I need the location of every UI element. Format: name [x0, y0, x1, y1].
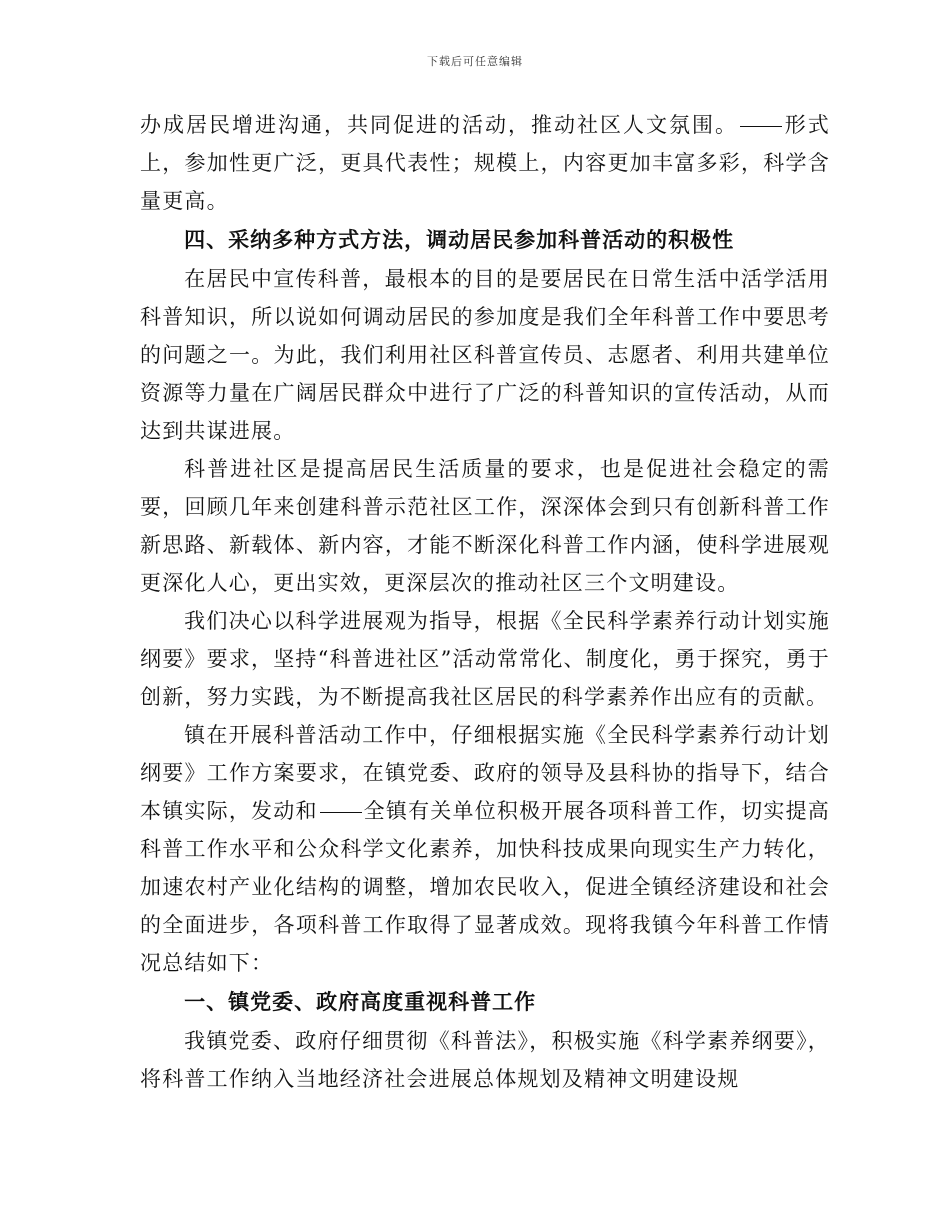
paragraph-6: 我镇党委、政府仔细贯彻《科普法》，积极实施《科学素养纲要》，将科普工作纳入当地经济社会进展总体规划及精神文明建设规	[140, 1029, 830, 1091]
paragraph-5-text-b: 全镇有关单位积极开展各项科普工作，切实提高科普工作水平和公众科学文化素养，加快科技成果向现实生产力转化，加速农村产业化结构的调整，增加农民收入，促进全镇经济建设和社会的全面进步，各项科普工作取得了显著成效。现将我镇今年科普工作情况总结如下：	[140, 799, 830, 975]
paragraph-1	[140, 106, 830, 220]
paragraph-2: 在居民中宣传科普，最根本的目的是要居民在日常生活中活学活用科普知识，所以说如何调动居民的参加度是我们全年科普工作中要思考的问题之一。为此，我们利用社区科普宣传员、志愿者、利用共建单位资源等力量在广阔居民群众中进行了广泛的科普知识的宣传活动，从而达到共谋进展。	[140, 267, 830, 443]
paragraph-1-text-b: 形式上，参加性更广泛，更具代表性；规模上，内容更加丰富多彩，科学含量更高。	[140, 113, 830, 213]
paragraph-3: 科普进社区是提高居民生活质量的要求，也是促进社会稳定的需要，回顾几年来创建科普示范社区工作，深深体会到只有创新科普工作新思路、新载体、新内容，才能不断深化科普工作内涵，使科学进展观更深化人心，更出实效，更深层次的推动社区三个文明建设。	[140, 457, 830, 595]
section-heading-4: 四、采纳多种方式方法，调动居民参加科普活动的积极性	[184, 228, 735, 252]
fill-blank	[320, 811, 362, 813]
paragraph-4: 我们决心以科学进展观为指导，根据《全民科学素养行动计划实施纲要》要求，坚持“科普进社区”活动常常化、制度化，勇于探究，勇于创新，努力实践，为不断提高我社区居民的科学素养作出应有的贡献。	[140, 609, 830, 709]
paragraph-5	[140, 716, 830, 982]
paragraph-5-text-a: 镇在开展科普活动工作中，仔细根据实施《全民科学素养行动计划纲要》工作方案要求，在镇党委、政府的领导及县科协的指导下，结合本镇实际，发动和	[140, 723, 830, 823]
section-heading-1: 一、镇党委、政府高度重视科普工作	[184, 990, 537, 1014]
paragraph-1-text-a: 办成居民增进沟通，共同促进的活动，推动社区人文氛围。	[140, 113, 738, 137]
document-body	[140, 106, 830, 1098]
page-header: 下载后可任意编辑	[427, 55, 523, 68]
fill-blank	[740, 125, 782, 127]
